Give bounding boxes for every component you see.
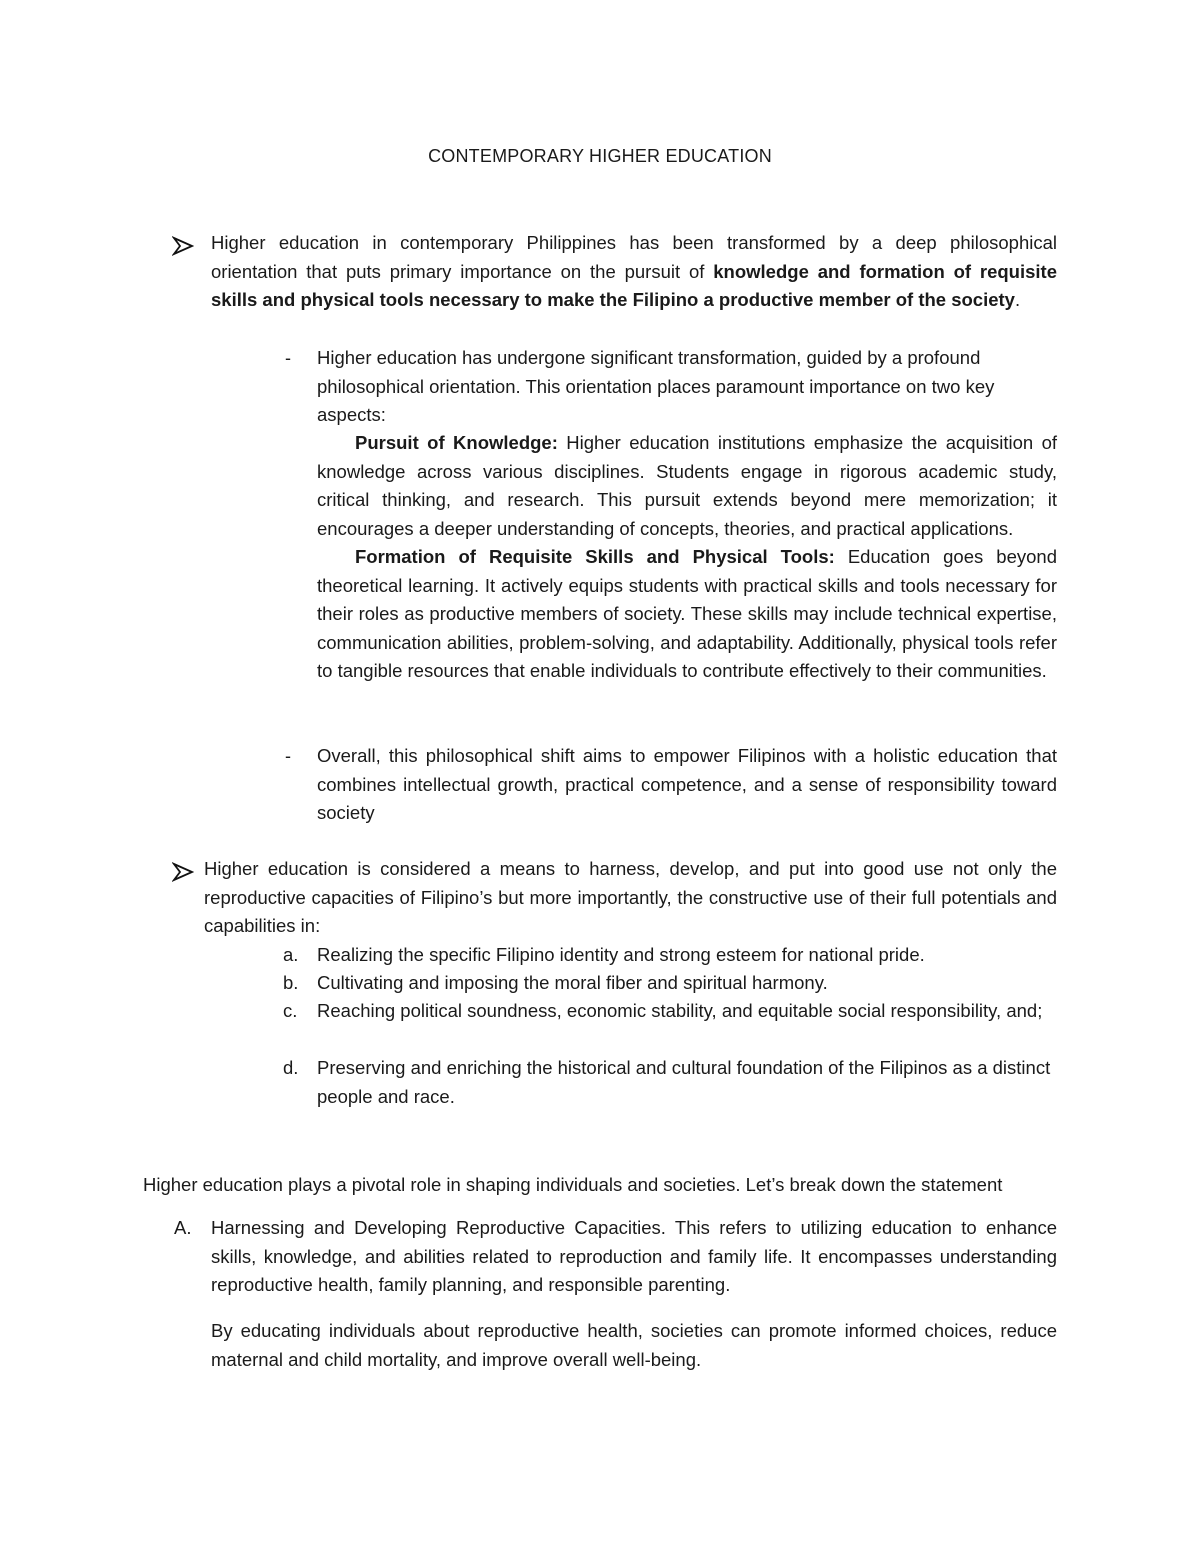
formation-text: Education goes beyond theoretical learning. It actively equips students with practical skills and tools necessary for their roles as productive members of society. These skills may include technical expertise, communication abilities, problem-solving, and adaptability. Additionally, physical tools refer to tangible resources that enable individuals to contribute effectively to their communities. — [317, 546, 1057, 681]
section3-followup — [211, 1317, 1057, 1374]
list-item — [317, 969, 1057, 998]
list-item — [317, 941, 1057, 970]
arrowhead-bullet-icon — [172, 236, 196, 258]
section1-sub2 — [317, 742, 1057, 828]
page-title: CONTEMPORARY HIGHER EDUCATION — [428, 146, 772, 166]
section1-sub1 — [317, 344, 1057, 430]
list-item-text: Cultivating and imposing the moral fiber and spiritual harmony. — [317, 972, 828, 993]
section3-item-text: Harnessing and Developing Reproductive Capacities. This refers to utilizing education to enhance skills, knowledge, and abilities related to reproduction and family life. It encompasses understanding reproductive health, family planning, and responsible parenting. — [211, 1217, 1057, 1295]
pursuit-paragraph — [317, 429, 1057, 543]
list-item — [317, 997, 1057, 1026]
dash-bullet: - — [285, 746, 291, 766]
formation-heading: Formation of Requisite Skills and Physical Tools: — [355, 546, 835, 567]
pursuit-heading: Pursuit of Knowledge: — [355, 432, 558, 453]
list-item-label: a. — [283, 944, 299, 965]
section2-intro-text: Higher education is considered a means to harness, develop, and put into good use not only the reproductive capacities of Filipino’s but more importantly, the constructive use of their full potentials and capabilities in: — [204, 858, 1057, 936]
section3-intro — [143, 1171, 1083, 1200]
sub2-text: Overall, this philosophical shift aims to empower Filipinos with a holistic education that combines intellectual growth, practical competence, and a sense of responsibility toward society — [317, 745, 1057, 823]
list-item — [317, 1054, 1057, 1111]
section3-item-label: A. — [174, 1217, 192, 1238]
section3-followup-text: By educating individuals about reproductive health, societies can promote informed choices, reduce maternal and child mortality, and improve overall well-being. — [211, 1320, 1057, 1370]
list-item-label: c. — [283, 1000, 298, 1021]
dash-bullet: - — [285, 348, 291, 368]
list-item-label: b. — [283, 972, 299, 993]
section2-intro — [204, 855, 1057, 941]
sub1-text: Higher education has undergone significant transformation, guided by a profound philosophical orientation. This orientation places paramount importance on two key aspects: — [317, 347, 995, 425]
section3-intro-text: Higher education plays a pivotal role in shaping individuals and societies. Let’s break down the statement — [143, 1174, 1003, 1195]
section1-intro-bold: knowledge and formation of requisite skills and physical tools necessary to make the Filipino a productive member of the society — [211, 260, 1058, 310]
arrowhead-bullet-icon — [172, 862, 196, 884]
list-item-label: d. — [283, 1057, 299, 1078]
section1-intro-text: Higher education in contemporary Philippines has been transformed by a deep philosophical orientation that puts primary importance on the pursuit of — [211, 232, 1057, 282]
pursuit-text: Higher education institutions emphasize the acquisition of knowledge across various disciplines. Students engage in rigorous academic study, critical thinking, and research. This pursuit extends beyond mere memorization; it encourages a deeper understanding of concepts, theories, and practical applications. — [317, 432, 1057, 539]
list-item-text: Realizing the specific Filipino identity and strong esteem for national pride. — [317, 944, 925, 965]
section1-intro-end: . — [1014, 289, 1021, 310]
section1-intro — [211, 229, 1057, 315]
list-item-text: Reaching political soundness, economic stability, and equitable social responsibility, and; — [317, 1000, 1043, 1021]
formation-paragraph — [317, 543, 1057, 686]
list-item-text: Preserving and enriching the historical and cultural foundation of the Filipinos as a distinct people and race. — [317, 1057, 1051, 1107]
section3-item — [211, 1214, 1057, 1300]
